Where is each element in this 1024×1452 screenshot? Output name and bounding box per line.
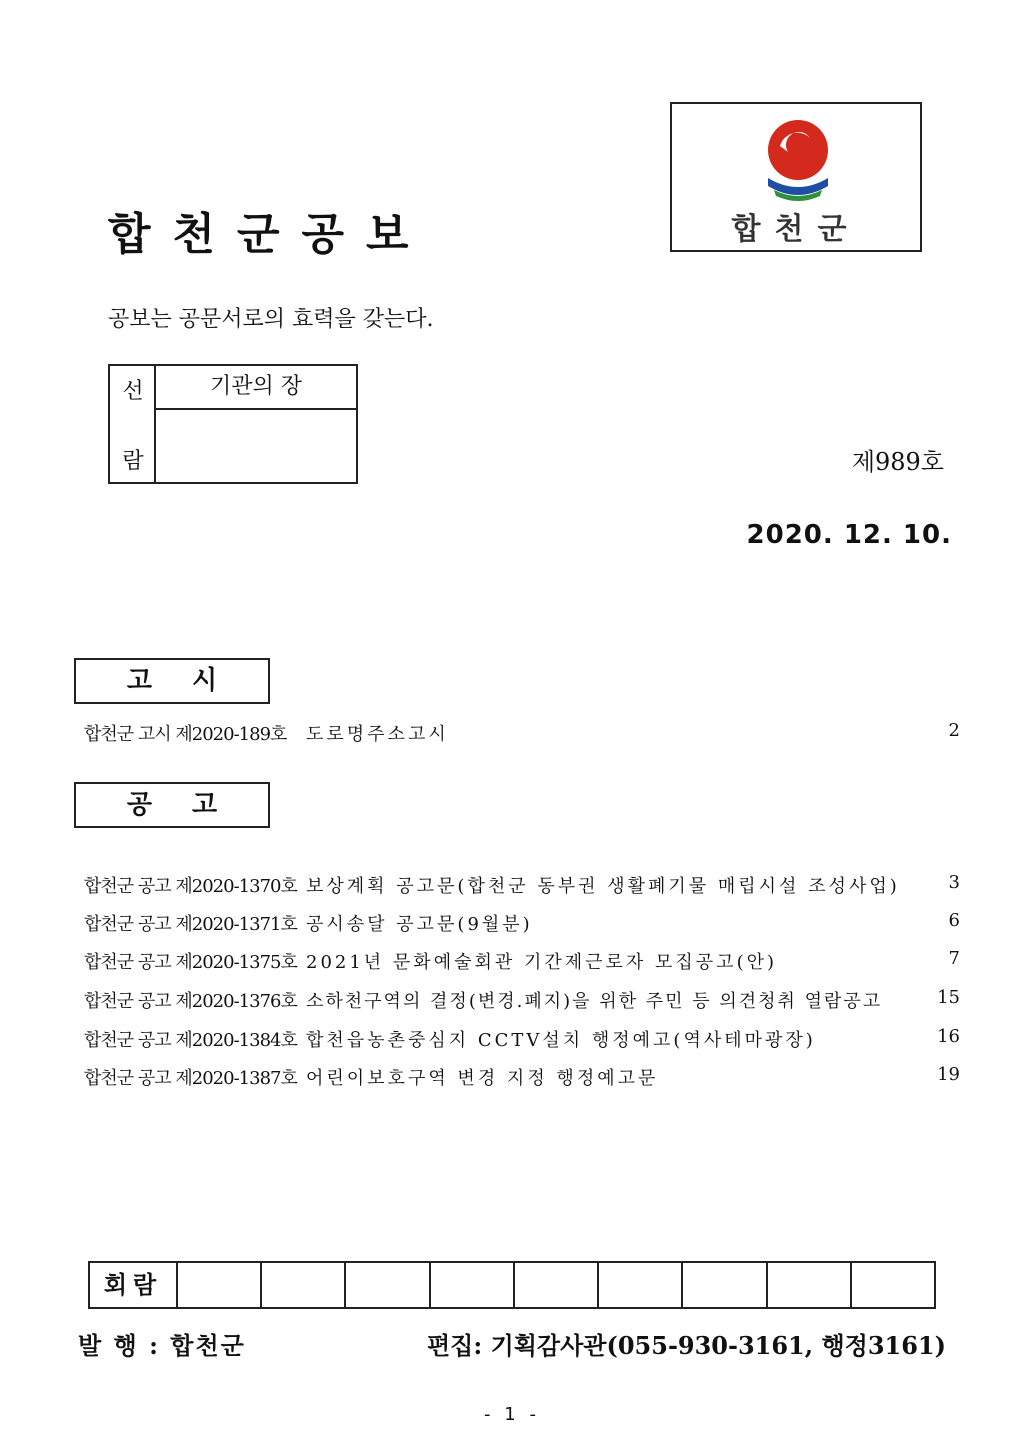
circulation-table [88,1261,936,1309]
circulation-cell [429,1263,513,1307]
announcement-heading: 공고 [74,782,270,828]
circulation-cell [681,1263,765,1307]
review-label-2: 람 [122,449,144,474]
entry-title: 2021년 문화예술회관 기간제근로자 모집공고(안) [306,952,778,973]
entry-title: 도로명주소고시 [306,724,449,745]
page-title: 합천군공보 [108,209,431,260]
entry-page: 2 [948,720,960,741]
circulation-label: 회람 [103,1270,163,1299]
county-emblem-icon [760,116,836,206]
list-item[interactable] [84,872,960,902]
entry-page: 16 [937,1026,960,1047]
entry-page: 3 [948,872,960,893]
issue-number: 제989호 [851,448,944,476]
entry-number: 합천군 공고 제2020-1384호 [84,1030,297,1051]
subtitle: 공보는 공문서로의 효력을 갖는다. [108,307,434,332]
entry-number: 합천군 공고 제2020-1371호 [84,914,297,935]
entry-number: 합천군 공고 제2020-1376호 [84,991,297,1012]
circulation-cell [850,1263,934,1307]
list-item[interactable] [84,987,960,1017]
entry-title: 소하천구역의 결정(변경.폐지)을 위한 주민 등 의견청취 열람공고 [306,991,883,1012]
entry-page: 15 [937,987,960,1008]
review-box [108,364,358,484]
circulation-cell [597,1263,681,1307]
circulation-cell [513,1263,597,1307]
review-header: 기관의 장 [156,366,356,410]
list-item[interactable] [84,720,960,750]
entry-title: 어린이보호구역 변경 지정 행정예고문 [306,1068,659,1089]
notice-heading: 고시 [74,658,270,704]
circulation-cell [176,1263,260,1307]
list-item[interactable] [84,948,960,978]
page-number: - 1 - [484,1404,540,1425]
circulation-cell [766,1263,850,1307]
entry-number: 합천군 고시 제2020-189호 [84,724,287,745]
entry-title: 공시송달 공고문(9월분) [306,914,533,935]
entry-page: 7 [948,948,960,969]
list-item[interactable] [84,1064,960,1094]
editor-contact: 편집: 기획감사관(055-930-3161, 행정3161) [426,1331,946,1360]
county-logo [670,102,922,252]
entry-number: 합천군 공고 제2020-1370호 [84,876,297,897]
publisher: 발 행 : 합천군 [78,1331,246,1360]
circulation-cell [260,1263,344,1307]
entry-title: 보상계획 공고문(합천군 동부권 생활폐기물 매립시설 조성사업) [306,876,900,897]
entry-number: 합천군 공고 제2020-1387호 [84,1068,297,1089]
entry-page: 19 [937,1064,960,1085]
issue-date: 2020. 12. 10. [746,520,952,550]
circulation-cell [344,1263,428,1307]
entry-title: 합천읍농촌중심지 CCTV설치 행정예고(역사테마광장) [306,1030,816,1051]
entry-page: 6 [948,910,960,931]
logo-text: 합천군 [731,212,861,247]
list-item[interactable] [84,1026,960,1056]
entry-number: 합천군 공고 제2020-1375호 [84,952,297,973]
review-label-1: 선 [122,379,144,404]
list-item[interactable] [84,910,960,940]
